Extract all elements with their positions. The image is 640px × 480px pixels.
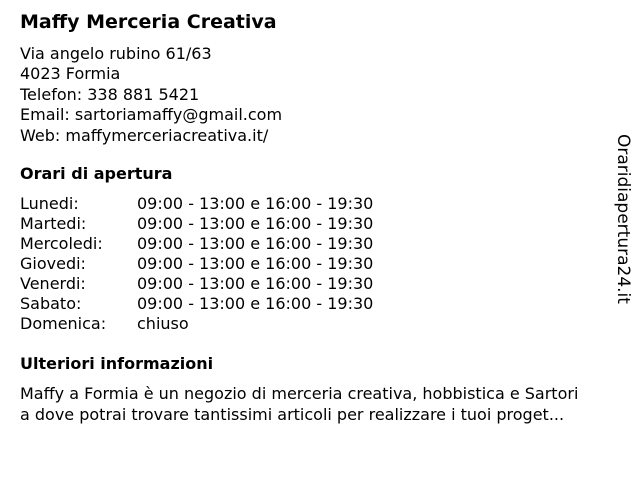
hours-time: chiuso — [137, 314, 189, 333]
hours-day: Mercoledi: — [20, 234, 103, 253]
hours-row-thursday — [20, 254, 373, 274]
hours-row-friday — [20, 274, 373, 294]
hours-day: Domenica: — [20, 314, 107, 333]
site-watermark: Oraridiapertura24.it — [613, 134, 633, 304]
hours-day: Martedi: — [20, 214, 87, 233]
opening-hours-table — [20, 194, 373, 334]
hours-day: Venerdi: — [20, 274, 86, 293]
email-line: Email: sartoriamaffy@gmail.com — [20, 105, 283, 125]
hours-time: 09:00 - 13:00 e 16:00 - 19:30 — [137, 194, 374, 213]
description-line: Maffy a Formia è un negozio di merceria creativa, hobbistica e Sartori — [20, 384, 579, 403]
address-street: Via angelo rubino 61/63 — [20, 44, 212, 63]
phone-line: Telefon: 338 881 5421 — [20, 84, 200, 104]
hours-time: 09:00 - 13:00 e 16:00 - 19:30 — [137, 234, 374, 253]
web-line: Web: maffymerceriacreativa.it/ — [20, 125, 269, 145]
hours-row-tuesday — [20, 214, 373, 234]
hours-row-monday — [20, 194, 373, 214]
more-info-heading: Ulteriori informazioni — [20, 354, 214, 373]
hours-day: Giovedi: — [20, 254, 86, 273]
hours-time: 09:00 - 13:00 e 16:00 - 19:30 — [137, 254, 374, 273]
address-city: 4023 Formia — [20, 64, 121, 84]
hours-row-saturday — [20, 294, 373, 314]
hours-day: Sabato: — [20, 294, 82, 313]
description-line: a dove potrai trovare tantissimi articoli per realizzare i tuoi proget... — [20, 404, 565, 424]
business-name: Maffy Merceria Creativa — [20, 11, 277, 33]
opening-hours-heading: Orari di apertura — [20, 164, 173, 183]
description-text — [20, 384, 625, 425]
hours-time: 09:00 - 13:00 e 16:00 - 19:30 — [137, 214, 374, 233]
hours-row-sunday — [20, 314, 373, 334]
hours-time: 09:00 - 13:00 e 16:00 - 19:30 — [137, 274, 374, 293]
hours-time: 09:00 - 13:00 e 16:00 - 19:30 — [137, 294, 374, 313]
contact-block — [20, 44, 282, 146]
hours-row-wednesday — [20, 234, 373, 254]
hours-day: Lunedi: — [20, 194, 79, 213]
